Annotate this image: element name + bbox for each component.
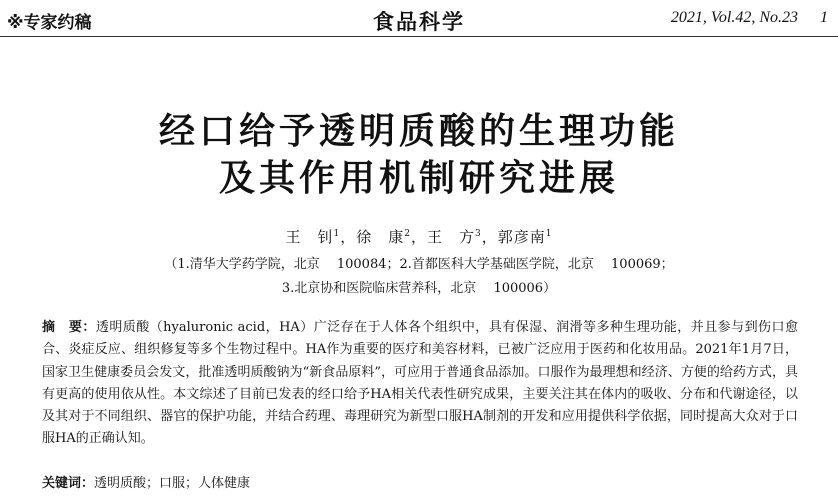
author-name: 郭彦南	[497, 228, 546, 246]
author-affil-mark: 1	[545, 229, 553, 239]
author-affil-mark: 3	[475, 229, 482, 239]
title-line-1: 经口给予透明质酸的生理功能	[158, 110, 679, 152]
abstract-label: 摘 要：	[42, 320, 96, 335]
affiliation-line-1: （1.清华大学药学院，北京 100084；2.首都医科大学基础医学院，北京 100069；	[164, 257, 674, 272]
page-number: 1	[820, 9, 828, 26]
abstract	[42, 317, 798, 451]
page-header	[0, 0, 838, 36]
author-name: 王 钊	[285, 228, 334, 246]
author-name: 王 方	[427, 228, 476, 246]
keywords-text: 透明质酸；口服；人体健康	[94, 476, 251, 491]
header-divider	[0, 36, 838, 37]
title-line-2: 及其作用机制研究进展	[218, 157, 619, 199]
author-affil-mark: 2	[404, 229, 411, 239]
journal-name: 食品科学	[373, 10, 465, 34]
citation-info	[671, 9, 828, 27]
author-affil-mark: 1	[333, 229, 341, 239]
section-label: ※专家约稿	[7, 13, 92, 33]
abstract-text: 透明质酸（hyaluronic acid，HA）广泛存在于人体各个组织中，具有保湿、润滑等多种生理功能，并且参与到伤口愈合、炎症反应、组织修复等多个生物过程中。HA作为重要的医疗和美容材料，已被广泛应用于医药和化妆用品。2021年1月7日，国家卫生健康委员会发文，批准透明质酸钠为“新食品原料”，可应用于普通食品添加。口服作为最理想和经济、方便的给药方式，具有更高的使用依从性。本文综述了目前已发表的经口给予HA相关代表性研究成果，主要关注其在体内的吸收、分布和代谢途径，以及其对于不同组织、器官的保护功能，并结合药理、毒理研究为新型口服HA制剂的开发和应用提供科学依据，同时提高大众对于口服HA的正确认知。	[42, 320, 798, 447]
citation-text: 2021, Vol.42, No.23	[670, 9, 798, 26]
author-list: 王 钊$^1$，徐 康$^2$，王 方$^3$，郭彦南$^1$	[285, 228, 553, 246]
article-title	[0, 108, 838, 202]
keywords-label: 关键词：	[42, 476, 95, 491]
keywords	[42, 472, 798, 491]
affiliation-line-2: 3.北京协和医院临床营养科，北京 100006）	[281, 281, 557, 296]
author-name: 徐 康	[356, 228, 405, 246]
